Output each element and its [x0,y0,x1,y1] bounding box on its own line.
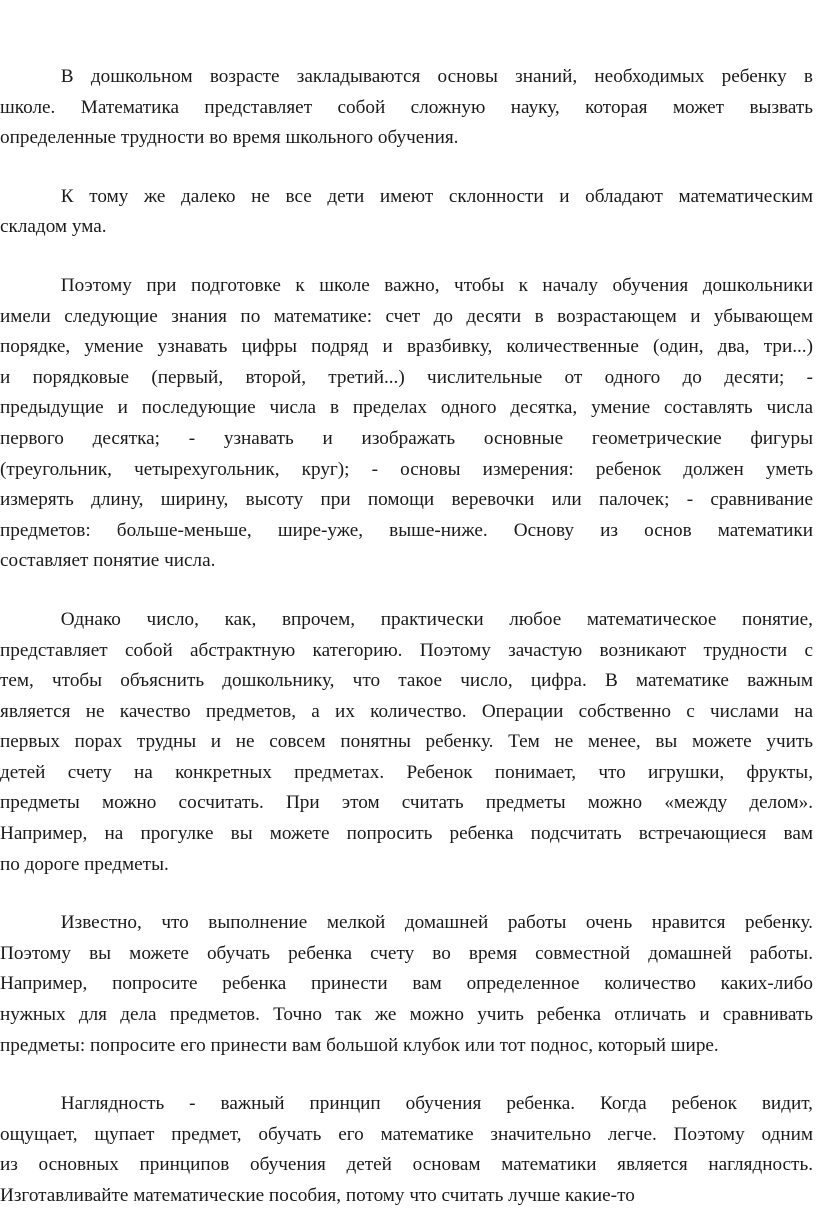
text-line: и порядковые (первый, второй, третий...) числительные от одного до десяти; - [0,366,813,388]
text-line: первых порах трудны и не совсем понятны ребенку. Тем не менее, вы можете учить [0,731,813,753]
text-line: Наглядность - важный принцип обучения ребенка. Когда ребенок видит, [60,1093,813,1115]
text-line: является не качество предметов, а их количество. Операции собственно с числами на [0,700,813,722]
text-line: Поэтому вы можете обучать ребенка счету во время совместной домашней работы. [0,942,813,964]
text-line: порядке, умение узнавать цифры подряд и вразбивку, количественные (один, два, три...) [0,336,813,358]
text-line: представляет собой абстрактную категорию. Поэтому зачастую возникают трудности с [0,639,813,661]
text-line: (треугольник, четырехугольник, круг); - основы измерения: ребенок должен уметь [0,458,813,480]
text-line: Известно, что выполнение мелкой домашней работы очень нравится ребенку. [60,912,813,934]
text-line: В дошкольном возрасте закладываются основы знаний, необходимых ребенку в [60,66,813,87]
text-line: из основных принципов обучения детей основам математики является наглядность. [0,1154,813,1176]
text-line: измерять длину, ширину, высоту при помощи веревочки или палочек; - сравнивание [0,489,813,511]
text-line: детей счету на конкретных предметах. Ребенок понимает, что игрушки, фрукты, [0,761,813,783]
text-line: предметы: попросите его принести вам большой клубок или тот поднос, который шире. [0,1034,719,1056]
text-line: Однако число, как, впрочем, практически любое математическое понятие, [60,608,813,630]
text-line: складом ума. [0,216,107,238]
text-line: Изготавливайте математические пособия, потому что считать лучше какие-то [0,1185,635,1206]
text-line: предыдущие и последующие числа в пределах одного десятка, умение составлять числа [0,397,813,419]
paragraph [0,271,816,577]
text-line: предметов: больше-меньше, шире-уже, выше-ниже. Основу из основ математики [0,519,813,541]
text-line: имели следующие знания по математике: счет до десяти в возрастающем и убывающем [0,305,813,327]
paragraph [0,605,816,880]
text-line: определенные трудности во время школьного обучения. [0,127,459,149]
text-line: нужных для дела предметов. Точно так же можно учить ребенка отличать и сравнивать [0,1004,813,1026]
text-line: ощущает, щупает предмет, обучать его математике значительно легче. Поэтому одним [0,1123,813,1145]
document-body [0,62,816,1212]
paragraph [0,62,816,154]
text-line: тем, чтобы объяснить дошкольнику, что такое число, цифра. В математике важным [0,670,813,692]
text-line: Например, на прогулке вы можете попросить ребенка подсчитать встречающиеся вам [0,823,813,845]
text-line: составляет понятие числа. [0,550,216,572]
text-line: по дороге предметы. [0,853,169,875]
paragraph [0,908,816,1061]
paragraph [0,1089,816,1211]
paragraph [0,182,816,243]
text-line: Поэтому при подготовке к школе важно, чтобы к началу обучения дошкольники [60,274,813,296]
text-line: первого десятка; - узнавать и изображать основные геометрические фигуры [0,427,813,449]
text-line: школе. Математика представляет собой сложную науку, которая может вызвать [0,96,813,118]
text-line: К тому же далеко не все дети имеют склонности и обладают математическим [60,185,813,207]
text-line: Например, попросите ребенка принести вам определенное количество каких-либо [0,973,813,995]
text-line: предметы можно сосчитать. При этом считать предметы можно «между делом». [0,792,813,814]
